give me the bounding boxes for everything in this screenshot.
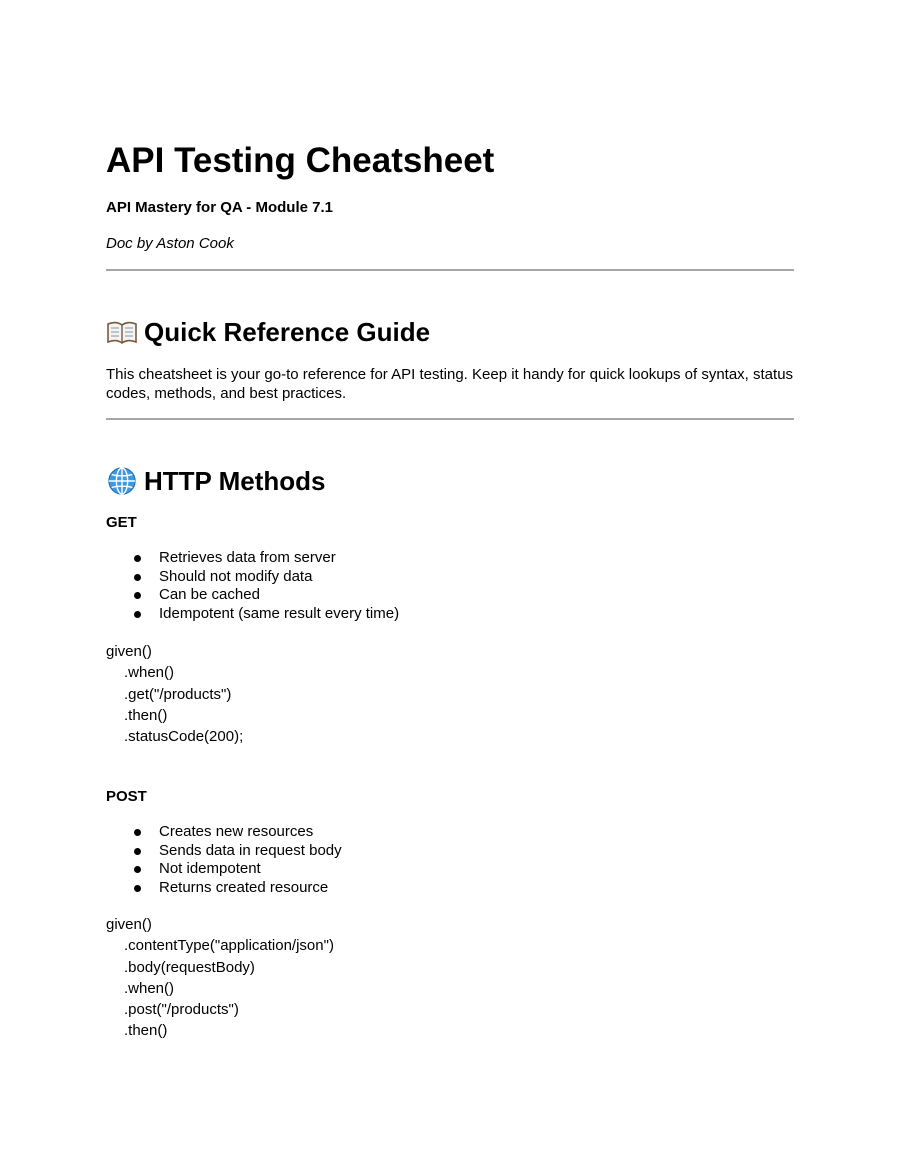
code-line: .statusCode(200); <box>124 728 244 746</box>
list-item-text: Can be cached <box>159 586 260 603</box>
get-code-snippet <box>106 641 243 747</box>
code-line: given() <box>106 643 152 660</box>
document-subtitle: API Mastery for QA - Module 7.1 <box>106 199 333 216</box>
http-methods-heading <box>106 465 326 497</box>
list-item <box>106 586 399 605</box>
code-line: .when() <box>124 979 175 997</box>
list-item <box>106 823 342 842</box>
code-line: .body(requestBody) <box>124 958 255 976</box>
code-line: .then() <box>124 1022 168 1040</box>
code-line: given() <box>106 916 152 933</box>
bullet-icon <box>134 574 141 581</box>
bullet-icon <box>134 866 141 873</box>
code-line: .when() <box>124 664 175 682</box>
open-book-icon <box>106 317 138 347</box>
list-item <box>106 842 342 861</box>
quick-reference-paragraph: This cheatsheet is your go-to reference for API testing. Keep it handy for quick lookups of syntax, status codes, methods, and best practices. <box>106 366 794 402</box>
quick-reference-heading-text: Quick Reference Guide <box>144 317 431 347</box>
list-item-text: Idempotent (same result every time) <box>159 604 400 622</box>
quick-reference-heading <box>106 316 430 348</box>
get-bullet-list <box>106 549 399 623</box>
list-item-text: Sends data in request body <box>159 841 342 859</box>
list-item-text: Creates new resources <box>159 823 314 840</box>
list-item <box>106 568 399 587</box>
bullet-icon <box>134 611 141 618</box>
get-method-label: GET <box>106 514 137 531</box>
http-methods-heading-text: HTTP Methods <box>144 466 326 496</box>
list-item <box>106 860 342 879</box>
list-item <box>106 605 399 624</box>
divider <box>106 418 794 420</box>
list-item <box>106 549 399 568</box>
bullet-icon <box>134 592 141 599</box>
list-item-text: Retrieves data from server <box>159 549 336 566</box>
list-item-text: Should not modify data <box>159 567 313 585</box>
post-code-snippet <box>106 914 334 1042</box>
globe-icon <box>106 466 138 496</box>
code-line: .contentType("application/json") <box>124 937 334 955</box>
code-line: .post("/products") <box>124 1001 239 1019</box>
document-title: API Testing Cheatsheet <box>106 141 495 180</box>
bullet-icon <box>134 848 141 855</box>
document-author: Doc by Aston Cook <box>106 235 234 252</box>
bullet-icon <box>134 829 141 836</box>
list-item-text: Returns created resource <box>159 878 329 896</box>
divider <box>106 269 794 271</box>
bullet-icon <box>134 885 141 892</box>
code-line: .get("/products") <box>124 685 232 703</box>
list-item-text: Not idempotent <box>159 860 261 877</box>
post-method-label: POST <box>106 788 147 805</box>
bullet-icon <box>134 555 141 562</box>
post-bullet-list <box>106 823 342 897</box>
list-item <box>106 879 342 898</box>
code-line: .then() <box>124 706 168 724</box>
